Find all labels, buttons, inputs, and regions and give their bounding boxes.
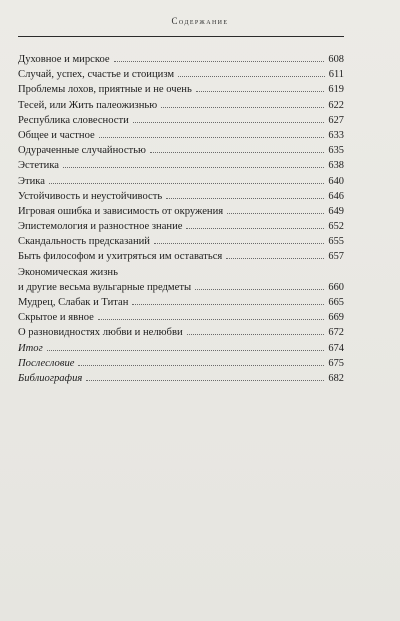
toc-entry	[18, 113, 344, 128]
toc-entry-first-line: Экономическая жизнь	[18, 266, 118, 278]
toc-entry-page: 638	[328, 160, 344, 172]
dot-leader	[166, 198, 324, 199]
toc-entry-label: Библиография	[18, 372, 83, 384]
dot-leader	[47, 350, 325, 351]
dot-leader	[114, 61, 325, 62]
dot-leader	[133, 122, 325, 123]
toc-entry-label: Этика	[18, 175, 45, 187]
running-title: Содержание	[171, 16, 229, 26]
toc-entry-label: Республика словесности	[18, 114, 129, 126]
toc-entry	[18, 143, 344, 158]
toc-entry-label: Эпистемология и разностное знание	[18, 221, 183, 233]
toc-entry-label: Игровая ошибка и зависимость от окружения	[18, 205, 224, 217]
dot-leader	[178, 76, 325, 77]
dot-leader	[186, 228, 324, 229]
toc-entry	[18, 158, 344, 173]
toc-entry-page: 665	[328, 297, 344, 308]
toc-entry-label: Быть философом и ухитряться им оставаться	[18, 251, 223, 263]
toc-entry	[18, 67, 344, 82]
dot-leader	[132, 304, 324, 305]
toc-entry-page: 657	[328, 251, 344, 263]
dot-leader	[195, 289, 324, 290]
toc-entry-label: Устойчивость и неустойчивость	[18, 190, 163, 202]
toc-entry-label: Эстетика	[18, 160, 60, 172]
toc-entry-page: 675	[328, 357, 344, 369]
toc-entry	[18, 234, 344, 249]
dot-leader	[227, 213, 324, 214]
toc-entry-page: 649	[328, 205, 344, 217]
toc-entry	[18, 371, 344, 386]
dot-leader	[63, 167, 324, 168]
toc-entry-page: 672	[328, 327, 344, 339]
toc-entry-label: Итог	[18, 342, 43, 354]
toc-entry-label: Скрытое и явное	[18, 312, 94, 324]
toc-entry-label: Духовное и мирское	[18, 54, 110, 65]
toc-entry-label: Одураченные случайностью	[18, 145, 146, 157]
dot-leader	[226, 258, 324, 259]
toc-entry	[18, 52, 344, 67]
toc-entry-page: 622	[328, 99, 344, 111]
toc-entry	[18, 204, 344, 219]
toc-entry-page: 640	[328, 175, 344, 187]
dot-leader	[98, 319, 325, 320]
table-of-contents	[18, 52, 344, 386]
dot-leader	[196, 91, 325, 92]
toc-entry-page: 619	[328, 84, 344, 96]
toc-entry-label: Случай, успех, счастье и стоицизм	[18, 69, 175, 81]
dot-leader	[154, 243, 324, 244]
toc-entry	[18, 341, 344, 356]
toc-entry-page: 608	[328, 54, 344, 65]
toc-entry	[18, 174, 344, 189]
toc-entry-page: 611	[328, 69, 344, 81]
toc-entry	[18, 128, 344, 143]
toc-entry-page: 652	[328, 221, 344, 233]
dot-leader	[78, 365, 324, 366]
toc-entry-label: Послесловие	[18, 357, 75, 369]
toc-entry-page: 682	[328, 372, 344, 384]
toc-entry	[18, 82, 344, 97]
dot-leader	[187, 334, 325, 335]
dot-leader	[99, 137, 325, 138]
toc-entry-page: 635	[328, 145, 344, 157]
toc-entry	[18, 325, 344, 340]
toc-entry-label: Скандальность предсказаний	[18, 236, 150, 248]
dot-leader	[150, 152, 325, 153]
toc-entry	[18, 219, 344, 234]
dot-leader	[86, 380, 324, 381]
toc-entry	[18, 310, 344, 325]
toc-entry	[18, 356, 344, 371]
toc-entry	[18, 295, 344, 310]
toc-entry-label: Проблемы лохов, приятные и не очень	[18, 84, 192, 96]
toc-entry-page: 646	[328, 190, 344, 202]
toc-entry-page: 674	[328, 342, 344, 354]
toc-entry-label: О разновидностях любви и нелюбви	[18, 327, 183, 339]
dot-leader	[161, 107, 324, 108]
toc-entry	[18, 189, 344, 204]
toc-entry-page: 669	[328, 312, 344, 324]
dot-leader	[49, 183, 324, 184]
toc-entry-label: Общее и частное	[18, 129, 95, 141]
toc-entry	[18, 98, 344, 113]
toc-entry-page: 655	[328, 236, 344, 248]
header-rule	[18, 36, 344, 37]
toc-entry-page: 633	[328, 129, 344, 141]
toc-entry-label: и другие весьма вульгарные предметы	[18, 281, 192, 293]
toc-entry	[18, 249, 344, 264]
toc-entry-label: Тесей, или Жить палеожизнью	[18, 99, 158, 111]
toc-entry-page: 627	[328, 114, 344, 126]
toc-entry-label: Мудрец, Слабак и Титан	[18, 297, 129, 308]
toc-entry	[18, 280, 344, 295]
toc-entry-page: 660	[328, 281, 344, 293]
